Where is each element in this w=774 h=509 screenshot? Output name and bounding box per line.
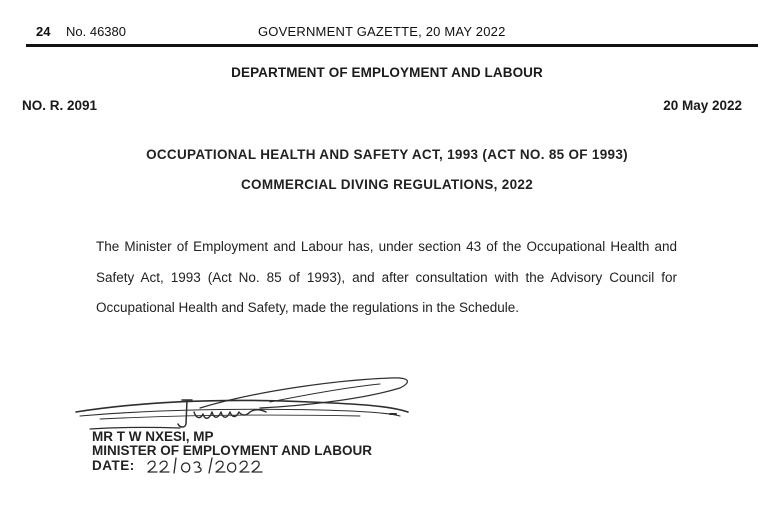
department-heading: DEPARTMENT OF EMPLOYMENT AND LABOUR	[231, 65, 543, 80]
header-rule	[26, 44, 758, 47]
signatory-name: MR T W NXESI, MP	[92, 429, 214, 444]
handwritten-date	[146, 454, 296, 476]
notice-date: 20 May 2022	[663, 98, 742, 113]
body-paragraph: The Minister of Employment and Labour has, under section 43 of the Occupational Health and Safety Act, 1993 (Act No. 85 of 1993), and after consultation with the Advisory Council for Occupational Health and Safety, made the regulations in the Schedule.	[96, 239, 677, 315]
regulation-title: COMMERCIAL DIVING REGULATIONS, 2022	[240, 177, 534, 192]
page-number: 24	[36, 24, 51, 39]
gazette-header	[36, 24, 756, 46]
notice-number: NO. R. 2091	[22, 98, 98, 113]
signatory-title: MINISTER OF EMPLOYMENT AND LABOUR	[92, 443, 372, 458]
gazette-issue-number: No. 46380	[66, 24, 126, 39]
act-title: OCCUPATIONAL HEALTH AND SAFETY ACT, 1993 (ACT NO. 85 OF 1993)	[146, 147, 628, 162]
signature-image	[60, 372, 420, 434]
gazette-title: GOVERNMENT GAZETTE, 20 MAY 2022	[258, 24, 506, 39]
signed-date-label: DATE:	[92, 458, 135, 473]
